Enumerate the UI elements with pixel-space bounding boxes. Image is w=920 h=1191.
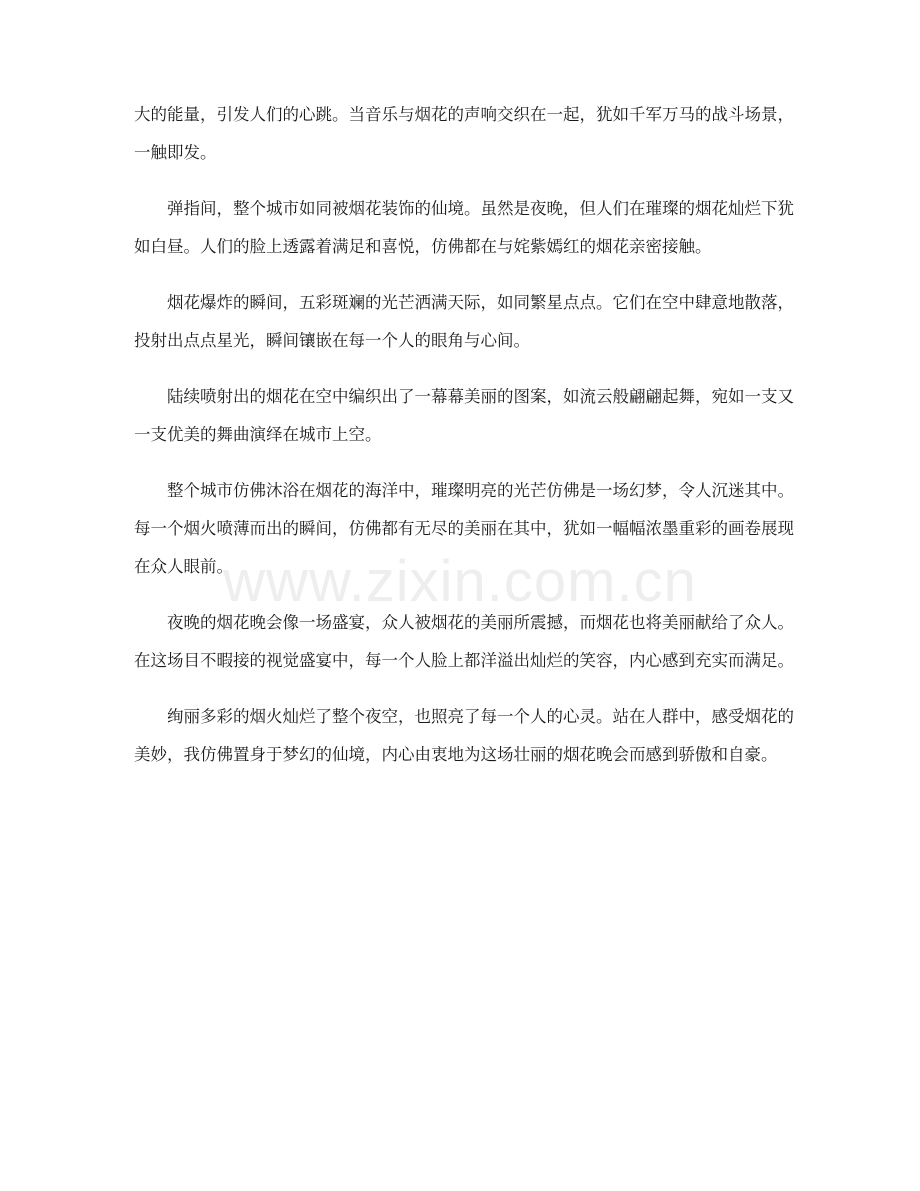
watermark: www.zixin.com.cn: [223, 549, 697, 614]
paragraph: 夜晚的烟花晚会像一场盛宴，众人被烟花的美丽所震撼，而烟花也将美丽献给了众人。在这场目不暇接的视觉盛宴中，每一个人脸上都洋溢出灿烂的笑容，内心感到充实而满足。: [134, 613, 794, 670]
paragraph: 弹指间，整个城市如同被烟花装饰的仙境。虽然是夜晚，但人们在璀璨的烟花灿烂下犹如白昼。人们的脸上透露着满足和喜悦，仿佛都在与姹紫嫣红的烟花亲密接触。: [134, 199, 794, 256]
document-body: [134, 96, 794, 792]
paragraph: 绚丽多彩的烟火灿烂了整个夜空，也照亮了每一个人的心灵。站在人群中，感受烟花的美妙，我仿佛置身于梦幻的仙境，内心由衷地为这场壮丽的烟花晚会而感到骄傲和自豪。: [134, 707, 794, 764]
paragraph: 大的能量，引发人们的心跳。当音乐与烟花的声响交织在一起，犹如千军万马的战斗场景，一触即发。: [134, 105, 794, 162]
paragraph: 整个城市仿佛沐浴在烟花的海洋中，璀璨明亮的光芒仿佛是一场幻梦，令人沉迷其中。每一个烟火喷薄而出的瞬间，仿佛都有无尽的美丽在其中，犹如一幅幅浓墨重彩的画卷展现在众人眼前。: [134, 481, 794, 576]
paragraph: 陆续喷射出的烟花在空中编织出了一幕幕美丽的图案，如流云般翩翩起舞，宛如一支又一支优美的舞曲演绎在城市上空。: [134, 387, 794, 444]
paragraph: 烟花爆炸的瞬间，五彩斑斓的光芒洒满天际，如同繁星点点。它们在空中肆意地散落，投射出点点星光，瞬间镶嵌在每一个人的眼角与心间。: [134, 293, 794, 350]
